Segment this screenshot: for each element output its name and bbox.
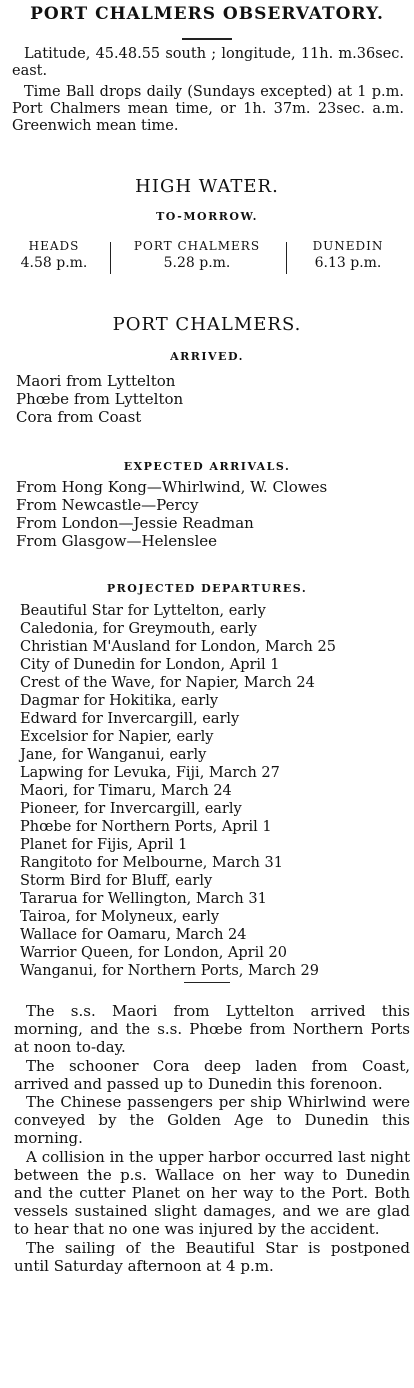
section-rule xyxy=(182,38,232,40)
tide-place: DUNEDIN xyxy=(312,239,384,253)
departure-item: Caledonia, for Greymouth, early xyxy=(20,621,257,637)
departure-item: Pioneer, for Invercargill, early xyxy=(20,801,242,817)
arrived-item: Maori from Lyttelton xyxy=(16,372,176,390)
departure-item: Tararua for Wellington, March 31 xyxy=(20,891,267,907)
expected-arrival-item: From London—Jessie Readman xyxy=(16,514,254,532)
tide-heads xyxy=(0,238,108,272)
tide-separator xyxy=(286,242,287,274)
departure-item: Dagmar for Hokitika, early xyxy=(20,693,219,709)
section-rule xyxy=(184,982,230,983)
expected-arrival-item: From Hong Kong—Whirlwind, W. Clowes xyxy=(16,478,328,496)
news-paragraph: A collision in the upper harbor occurred last night between the p.s. Wallace on her way to Dunedin and the cutter Planet on her way to the Port. Both vessels sustained slight damages, and we are glad to hear that no one was injured by the accident. xyxy=(14,1147,410,1239)
high-water-title: HIGH WATER. xyxy=(135,176,279,197)
expected-arrival-item: From Newcastle—Percy xyxy=(16,496,199,514)
observatory-latitude xyxy=(12,46,404,80)
tide-place: HEADS xyxy=(28,239,80,253)
departure-item: Phœbe for Northern Ports, April 1 xyxy=(20,819,272,835)
departure-item: Planet for Fijis, April 1 xyxy=(20,837,188,853)
news-paragraphs xyxy=(14,1002,410,1275)
departure-item: Wallace for Oamaru, March 24 xyxy=(20,927,247,943)
departures-list xyxy=(20,602,336,980)
high-water-subtitle: TO-MORROW. xyxy=(156,210,258,223)
departures-heading: PROJECTED DEPARTURES. xyxy=(106,582,308,595)
tide-time: 4.58 p.m. xyxy=(20,255,88,271)
arrived-item: Phœbe from Lyttelton xyxy=(16,390,184,408)
departure-item: Excelsior for Napier, early xyxy=(20,729,214,745)
arrived-list xyxy=(16,372,183,426)
expected-list xyxy=(16,478,327,550)
departure-item: Storm Bird for Bluff, early xyxy=(20,873,213,889)
tide-dunedin xyxy=(288,238,408,272)
expected-arrival-item: From Glasgow—Helenslee xyxy=(16,532,218,550)
tide-port-chalmers xyxy=(112,238,282,272)
expected-heading: EXPECTED ARRIVALS. xyxy=(123,460,291,473)
departure-item: Christian M'Ausland for London, March 25 xyxy=(20,639,336,655)
tide-time: 6.13 p.m. xyxy=(314,255,382,271)
arrived-heading: ARRIVED. xyxy=(170,350,244,363)
departure-item: Crest of the Wave, for Napier, March 24 xyxy=(20,675,315,691)
news-paragraph: The s.s. Maori from Lyttelton arrived this morning, and the s.s. Phœbe from Northern Ports at noon to-day. xyxy=(14,1002,410,1057)
news-paragraph: The sailing of the Beautiful Star is postponed until Saturday afternoon at 4 p.m. xyxy=(14,1238,410,1275)
departure-item: City of Dunedin for London, April 1 xyxy=(20,657,280,673)
news-paragraph: The schooner Cora deep laden from Coast, arrived and passed up to Dunedin this forenoon. xyxy=(14,1056,410,1093)
departure-item: Warrior Queen, for London, April 20 xyxy=(20,945,287,961)
departure-item: Edward for Invercargill, early xyxy=(20,711,240,727)
departure-item: Maori, for Timaru, March 24 xyxy=(20,783,232,799)
departure-item: Tairoa, for Molyneux, early xyxy=(20,909,220,925)
latitude-text: Latitude, 45.48.55 south ; longitude, 11h. m.36sec. east. xyxy=(12,46,404,79)
tide-place: PORT CHALMERS xyxy=(133,239,261,253)
arrived-item: Cora from Coast xyxy=(16,408,142,426)
tide-separator xyxy=(110,242,111,274)
departure-item: Rangitoto for Melbourne, March 31 xyxy=(20,855,283,871)
port-chalmers-title: PORT CHALMERS. xyxy=(112,314,302,335)
departure-item: Wanganui, for Northern Ports, March 29 xyxy=(20,963,319,979)
news-paragraph: The Chinese passengers per ship Whirlwind were conveyed by the Golden Age to Dunedin this morning. xyxy=(14,1093,410,1148)
departure-item: Jane, for Wanganui, early xyxy=(20,747,207,763)
departure-item: Beautiful Star for Lyttelton, early xyxy=(20,603,266,619)
time-ball-text: Time Ball drops daily (Sundays excepted) at 1 p.m. Port Chalmers mean time, or 1h. 37m. 23sec. a.m. Greenwich mean time. xyxy=(12,84,404,134)
tide-time: 5.28 p.m. xyxy=(163,255,231,271)
observatory-time-ball xyxy=(12,84,404,135)
departure-item: Lapwing for Levuka, Fiji, March 27 xyxy=(20,765,280,781)
observatory-title: PORT CHALMERS OBSERVATORY. xyxy=(30,4,384,24)
